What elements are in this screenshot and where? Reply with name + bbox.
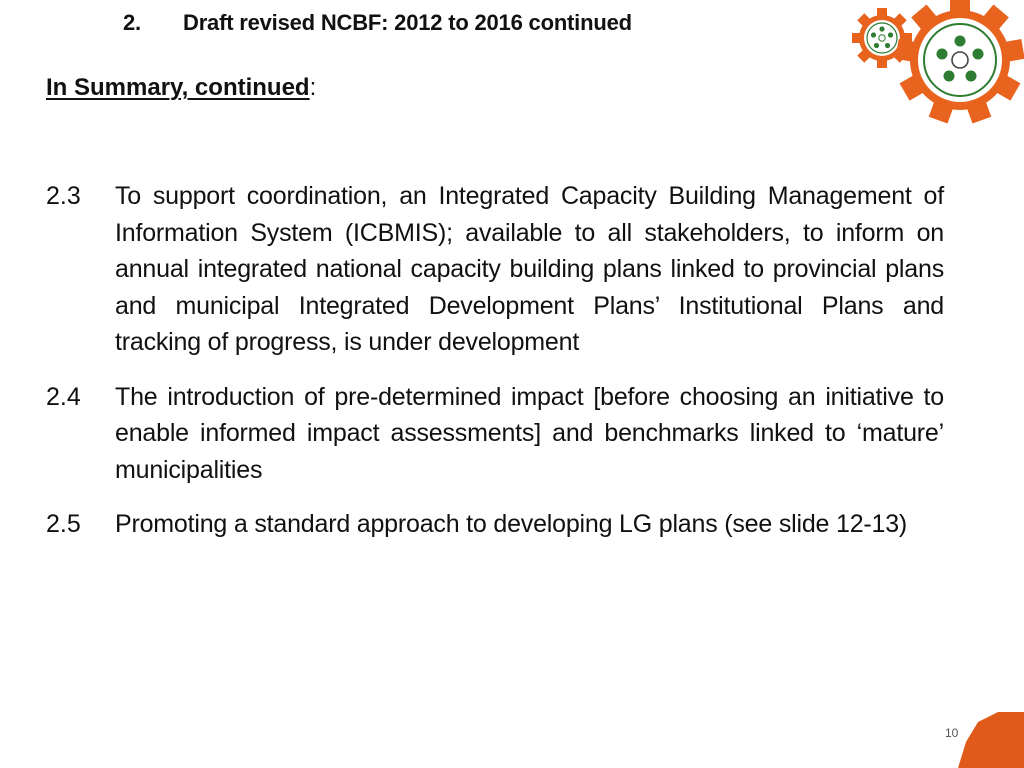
subtitle-text: In Summary, continued [46, 74, 310, 101]
section-number: 2. [123, 10, 141, 35]
item-number: 2.5 [46, 510, 81, 538]
subtitle-colon: : [309, 74, 317, 101]
cog-gears-logo-icon [852, 0, 1024, 130]
large-gear-icon [895, 0, 1024, 124]
list-item [46, 379, 944, 489]
corner-accent-shape [930, 712, 1024, 768]
item-number: 2.3 [46, 182, 81, 210]
page-number: 10 [945, 726, 959, 740]
list-item [46, 506, 944, 543]
summary-list [46, 178, 944, 561]
section-title: Draft revised NCBF: 2012 to 2016 continued [183, 10, 632, 35]
slide-title [123, 10, 632, 40]
item-number: 2.4 [46, 382, 81, 411]
list-item [46, 178, 944, 361]
item-text: To support coordination, an Integrated Capacity Building Management of Information System (ICBMIS); available to all stakeholders, to inform on annual integrated national capacity building plans linked to provincial plans and municipal Integrated Development Plans’ Institutional Plans and tracking of progress, is under development [115, 182, 944, 356]
item-text: Promoting a standard approach to developing LG plans (see slide 12-13) [115, 510, 908, 538]
item-text: The introduction of pre-determined impact [before choosing an initiative to enable informed impact assessments] and benchmarks linked to ‘mature’ municipalities [115, 382, 944, 484]
subtitle [46, 74, 316, 102]
